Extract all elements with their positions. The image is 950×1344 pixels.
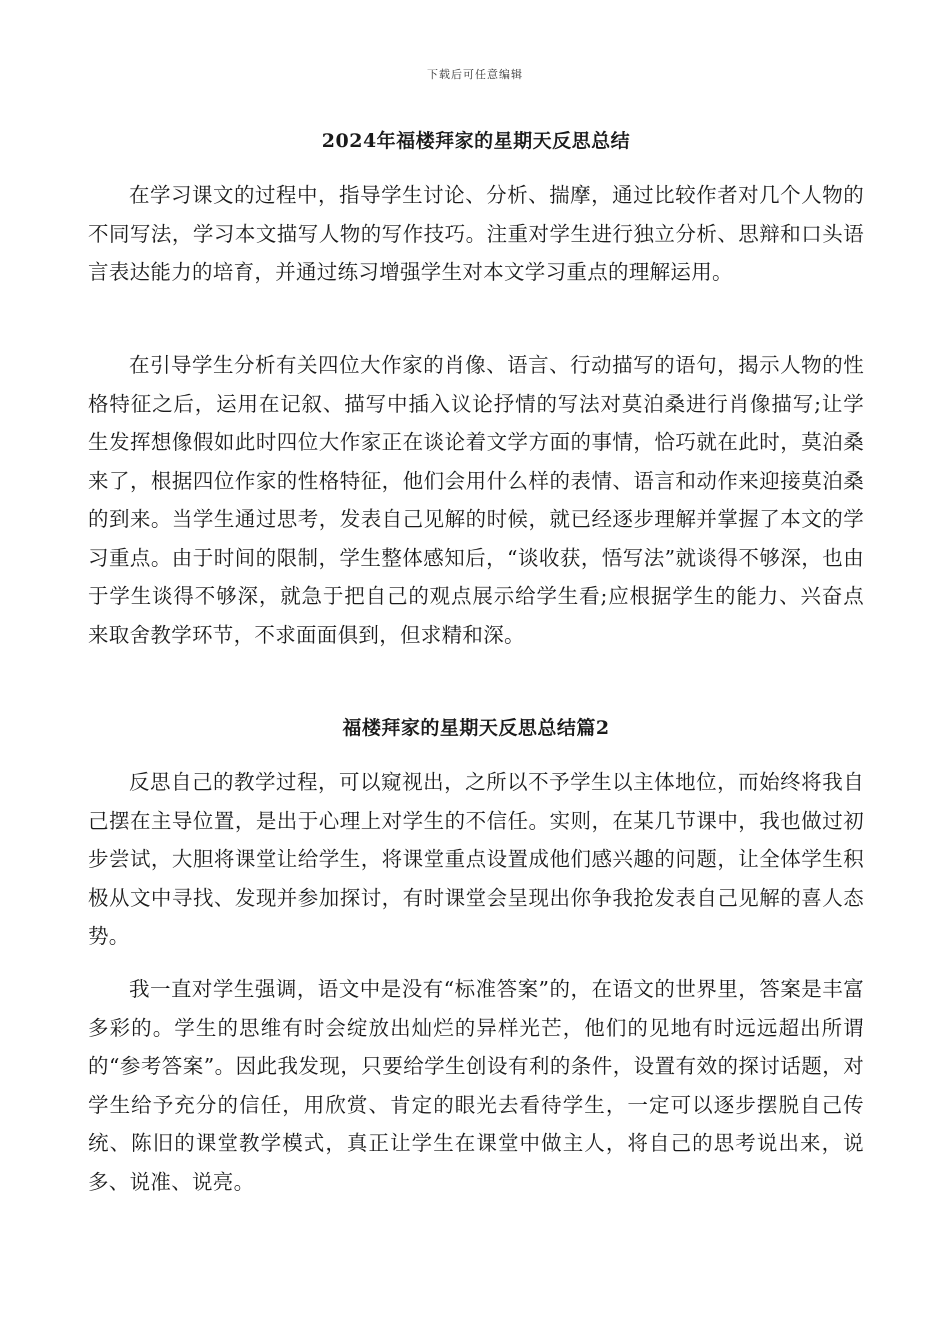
document-title: 2024年福楼拜家的星期天反思总结 [321, 130, 631, 152]
header-note: 下载后可任意编辑 [427, 68, 523, 81]
paragraph: 在引导学生分析有关四位大作家的肖像、语言、行动描写的语句，揭示人物的性格特征之后，运用在记叙、描写中插入议论抒情的写法对莫泊桑进行肖像描写;让学生发挥想像假如此时四位大作家正在谈论着文学方面的事情，恰巧就在此时，莫泊桑来了，根据四位作家的性格特征，他们会用什么样的表情、语言和动作来迎接莫泊桑的到来。当学生通过思考，发表自己见解的时候，就已经逐步理解并掌握了本文的学习重点。由于时间的限制，学生整体感知后，“谈收获，悟写法”就谈得不够深，也由于学生谈得不够深，就急于把自己的观点展示给学生看;应根据学生的能力、兴奋点来取舍教学环节，不求面面俱到，但求精和深。 [88, 353, 864, 647]
section-title: 福楼拜家的星期天反思总结篇2 [342, 717, 610, 739]
paragraph: 反思自己的教学过程，可以窥视出，之所以不予学生以主体地位，而始终将我自己摆在主导位置，是出于心理上对学生的不信任。实则，在某几节课中，我也做过初步尝试，大胆将课堂让给学生，将课堂重点设置成他们感兴趣的问题，让全体学生积极从文中寻找、发现并参加探讨，有时课堂会呈现出你争我抢发表自己见解的喜人态势。 [88, 770, 864, 948]
paragraph: 我一直对学生强调，语文中是没有“标准答案”的，在语文的世界里，答案是丰富多彩的。学生的思维有时会绽放出灿烂的异样光芒，他们的见地有时远远超出所谓的“参考答案”。因此我发现，只要给学生创设有利的条件，设置有效的探讨话题，对学生给予充分的信任，用欣赏、肯定的眼光去看待学生，一定可以逐步摆脱自己传统、陈旧的课堂教学模式，真正让学生在课堂中做主人，将自己的思考说出来，说多、说准、说亮。 [88, 977, 864, 1194]
paragraph: 在学习课文的过程中，指导学生讨论、分析、揣摩，通过比较作者对几个人物的不同写法，学习本文描写人物的写作技巧。注重对学生进行独立分析、思辩和口头语言表达能力的培育，并通过练习增强学生对本文学习重点的理解运用。 [88, 183, 864, 284]
